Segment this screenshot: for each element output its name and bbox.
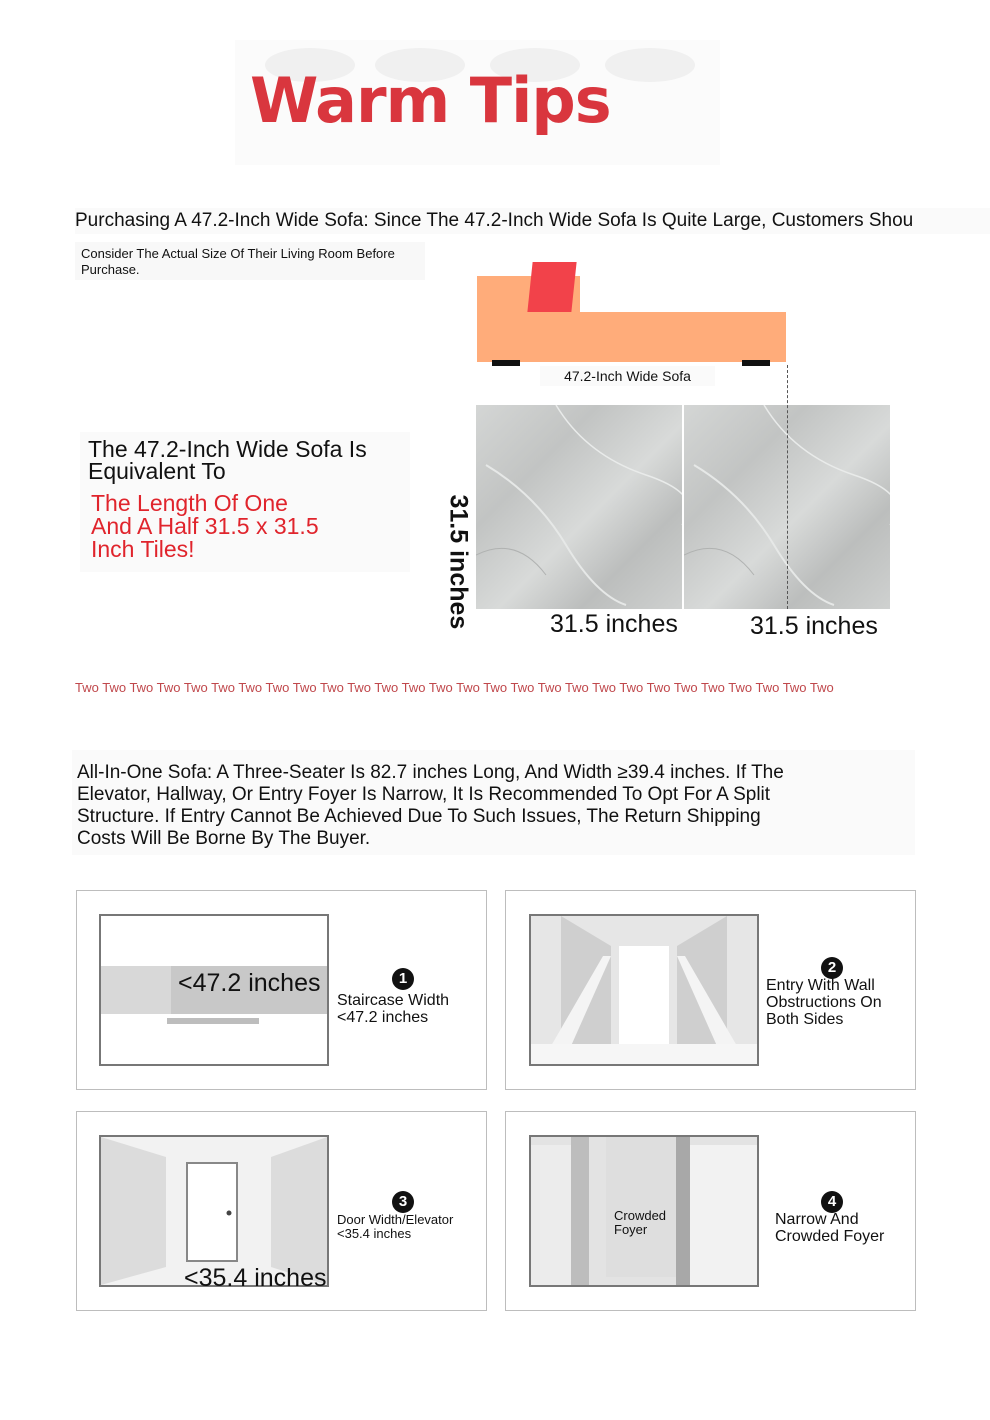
equivalence-text: The 47.2-Inch Wide Sofa Is Equivalent To (88, 436, 367, 484)
tile-height-label: 31.5 inches (444, 494, 473, 630)
number-badge: 3 (392, 1191, 414, 1213)
room-shapes (101, 1137, 327, 1285)
corridor-illustration (529, 914, 759, 1066)
card-door-width (76, 1111, 487, 1311)
door-width-label: Door Width/Elevator <35.4 inches (337, 1212, 454, 1241)
sofa-size-subtext: Consider The Actual Size Of Their Living Room Before Purchase. (75, 242, 425, 280)
sofa-width-marker (787, 365, 788, 609)
crowded-foyer-inner-label: Crowded Foyer (614, 1208, 667, 1237)
card-crowded-foyer (505, 1111, 916, 1311)
title-banner (235, 40, 720, 165)
divider-text: Two Two Two Two Two Two Two Two Two Two Two Two Two Two Two Two Two Two Two Two Two Two Two Two Two Two Two Two (75, 680, 834, 695)
entry-walls-label: Entry With Wall Obstructions On Both Sides (766, 977, 882, 1028)
tile-width-label: 31.5 inches (750, 612, 878, 640)
page-title: Warm Tips (250, 64, 611, 137)
cloud-decoration (605, 48, 695, 82)
marble-veins (476, 405, 682, 609)
sofa-size-heading: Purchasing A 47.2-Inch Wide Sofa: Since The 47.2-Inch Wide Sofa Is Quite Large, Customers Shou (75, 208, 990, 234)
number-badge: 1 (392, 968, 414, 990)
sofa-label: 47.2-Inch Wide Sofa (540, 366, 715, 386)
crowded-foyer-label: Narrow And Crowded Foyer (775, 1211, 885, 1245)
marble-tile (476, 405, 682, 609)
tile-width-label: 31.5 inches (550, 610, 678, 638)
door-width-overlay: <35.4 inches (184, 1264, 327, 1292)
all-in-one-sofa-paragraph: All-In-One Sofa: A Three-Seater Is 82.7 inches Long, And Width ≥39.4 inches. If The Elevator, Hallway, Or Entry Foyer Is Narrow, It Is Recommended To Opt For A Split Structure. If Entry Cannot Be Achieved Due To Such Issues, The Return Shipping Costs Will Be Borne By The Buyer. (77, 762, 784, 849)
card-staircase (76, 890, 487, 1090)
number-badge: 2 (821, 957, 843, 979)
equivalence-highlight: The Length Of One And A Half 31.5 x 31.5 Inch Tiles! (91, 490, 319, 562)
corridor-shapes (531, 916, 757, 1064)
number-badge: 4 (821, 1191, 843, 1213)
sofa-leg (492, 360, 520, 366)
sofa-cushion (527, 262, 576, 312)
sofa-seat-gap (580, 276, 786, 312)
staircase-width-overlay: <47.2 inches (178, 969, 321, 997)
card-entry-walls (505, 890, 916, 1090)
sofa-leg (742, 360, 770, 366)
staircase-label: Staircase Width <47.2 inches (337, 992, 450, 1026)
